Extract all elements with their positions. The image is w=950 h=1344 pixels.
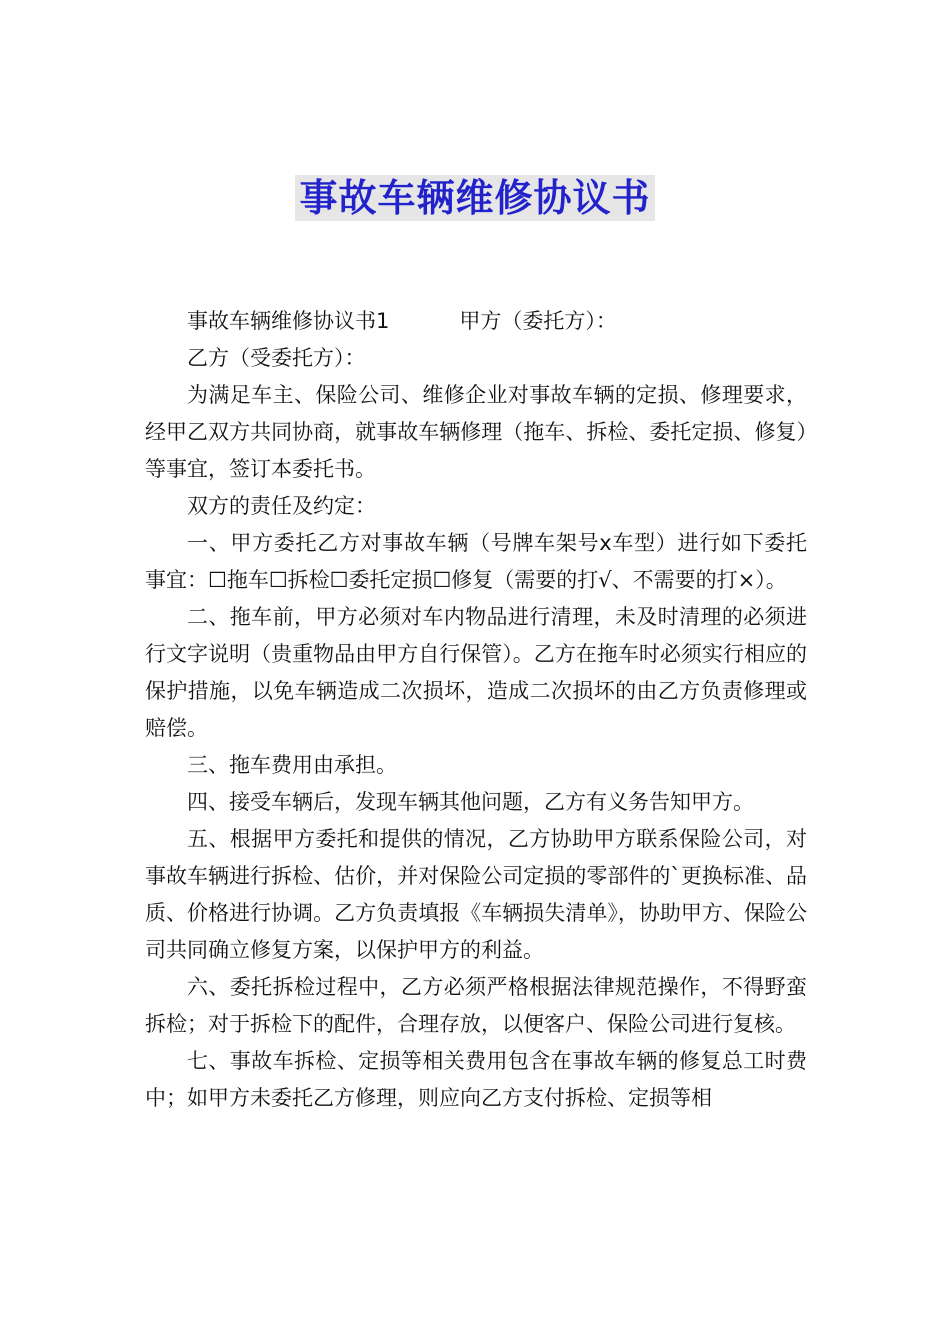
intro-heading: 事故车辆维修协议书1 (187, 309, 390, 333)
clause-4: 四、接受车辆后，发现车辆其他问题，乙方有义务告知甲方。 (187, 790, 754, 814)
title-container (0, 175, 950, 221)
intro-line (145, 303, 807, 340)
clause-1: 一、甲方委托乙方对事故车辆（号牌车架号x车型）进行如下委托事宜：☐拖车☐拆检☐委托定损☐修复（需要的打√、不需要的打×）。 (145, 531, 807, 592)
clause-5: 五、根据甲方委托和提供的情况，乙方协助甲方联系保险公司，对事故车辆进行拆检、估价，并对保险公司定损的零部件的`更换标准、品质、价格进行协调。乙方负责填报《车辆损失清单》，协助甲方、保险公司共同确立修复方案，以保护甲方的利益。 (145, 827, 807, 962)
paragraph-purpose: 为满足车主、保险公司、维修企业对事故车辆的定损、修理要求，经甲乙双方共同协商，就事故车辆修理（拖车、拆检、委托定损、修复）等事宜，签订本委托书。 (145, 383, 807, 481)
clause-6: 六、委托拆检过程中，乙方必须严格根据法律规范操作，不得野蛮拆检；对于拆检下的配件，合理存放，以便客户、保险公司进行复核。 (145, 975, 807, 1036)
document-body (145, 303, 807, 1117)
document-title: 事故车辆维修协议书 (295, 175, 654, 221)
clause-7: 七、事故车拆检、定损等相关费用包含在事故车辆的修复总工时费中；如甲方未委托乙方修理，则应向乙方支付拆检、定损等相 (145, 1049, 807, 1110)
clause-3: 三、拖车费用由承担。 (187, 753, 397, 777)
party-b-label: 乙方（受委托方）： (187, 346, 366, 370)
clause-2: 二、拖车前，甲方必须对车内物品进行清理，未及时清理的必须进行文字说明（贵重物品由甲方自行保管）。乙方在拖车时必须实行相应的保护措施，以免车辆造成二次损坏，造成二次损坏的由乙方负责修理或赔偿。 (145, 605, 807, 740)
paragraph-responsibilities-heading: 双方的责任及约定： (187, 494, 376, 518)
party-a-label: 甲方（委托方）： (459, 309, 617, 333)
